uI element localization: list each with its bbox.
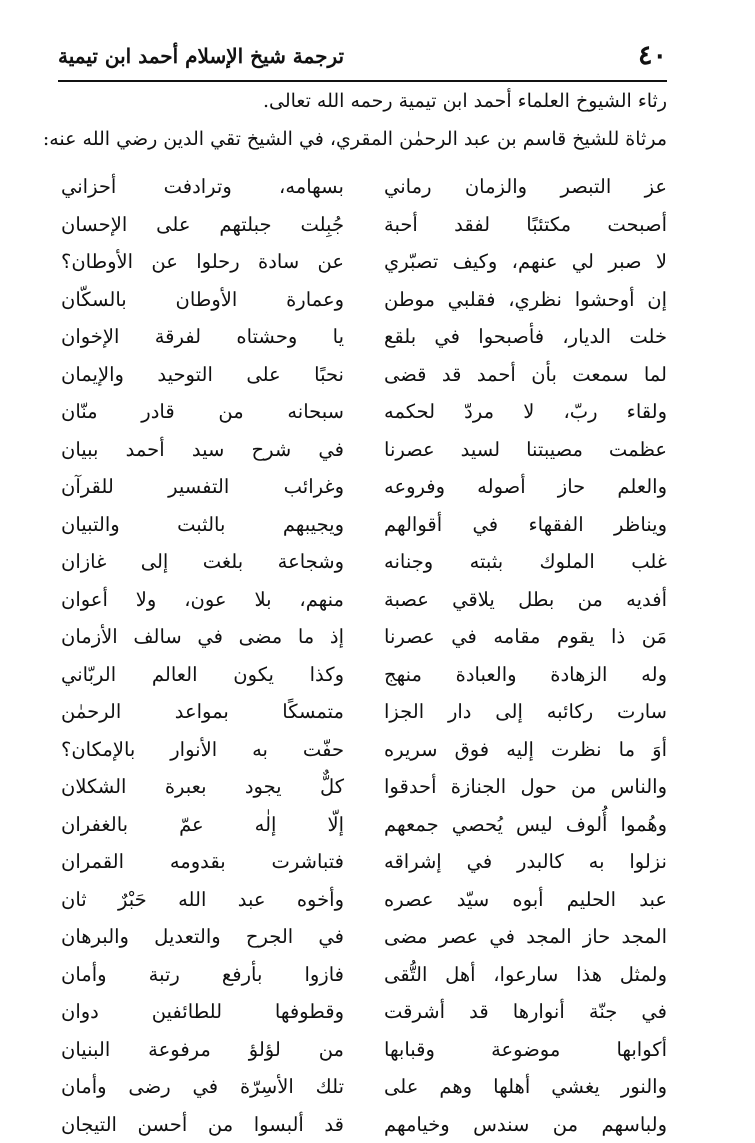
verse-line — [61, 918, 667, 956]
intro-heading: رثاء الشيوخ العلماء أحمد ابن تيمية رحمه الله تعالى. — [58, 90, 667, 112]
second-hemistich: فازوا بأرفع رتبة وأمان — [61, 956, 344, 993]
second-hemistich: بسهامه، وترادفت أحزاني — [61, 168, 344, 205]
verse-line — [61, 806, 667, 844]
second-hemistich: منهم، بلا عون، ولا أعوان — [61, 581, 344, 618]
verse-line — [61, 656, 667, 694]
first-hemistich: والنور يغشي أهلها وهم على — [384, 1068, 667, 1105]
first-hemistich: ولباسهم من سندس وخيامهم — [384, 1106, 667, 1143]
first-hemistich: وهُموا أُلوف ليس يُحصي جمعهم — [384, 806, 667, 843]
second-hemistich: سبحانه من قادر منّان — [61, 393, 344, 430]
running-title: ترجمة شيخ الإسلام أحمد ابن تيمية — [58, 44, 344, 68]
first-hemistich: مَن ذا يقوم مقامه في عصرنا — [384, 618, 667, 655]
first-hemistich: خلت الديار، فأصبحوا في بلقع — [384, 318, 667, 355]
first-hemistich: المجد حاز المجد في عصر مضى — [384, 918, 667, 955]
first-hemistich: أفديه من بطل يلاقي عصبة — [384, 581, 667, 618]
verse-line — [61, 618, 667, 656]
second-hemistich: وشجاعة بلغت إلى غازان — [61, 543, 344, 580]
second-hemistich: جُبِلت جبلتهم على الإحسان — [61, 206, 344, 243]
verse-line — [61, 956, 667, 994]
header-rule — [58, 80, 667, 82]
second-hemistich: كلٌّ يجود بعبرة الشكلان — [61, 768, 344, 805]
verse-line — [61, 731, 667, 769]
second-hemistich: في شرح سيد أحمد ببيان — [61, 431, 344, 468]
first-hemistich: لا صبر لي عنهم، وكيف تصبّري — [384, 243, 667, 280]
second-hemistich: متمسكًا بمواعد الرحمٰن — [61, 693, 344, 730]
second-hemistich: ويجيبهم بالثبت والتبيان — [61, 506, 344, 543]
first-hemistich: ولقاء ربّ، لا مردّ لحكمه — [384, 393, 667, 430]
verse-line — [61, 393, 667, 431]
first-hemistich: أصبحت مكتئبًا لفقد أحبة — [384, 206, 667, 243]
verse-line — [61, 993, 667, 1031]
second-hemistich: في الجرح والتعديل والبرهان — [61, 918, 344, 955]
verse-line — [61, 693, 667, 731]
second-hemistich: تلك الأسِرّة في رضى وأمان — [61, 1068, 344, 1105]
second-hemistich: يا وحشتاه لفرقة الإخوان — [61, 318, 344, 355]
verse-line — [61, 243, 667, 281]
verse-line — [61, 768, 667, 806]
first-hemistich: أكوابها موضوعة وقبابها — [384, 1031, 667, 1068]
second-hemistich: عن سادة رحلوا عن الأوطان؟ — [61, 243, 344, 280]
verse-line — [61, 506, 667, 544]
first-hemistich: أوَ ما نظرت إليه فوق سريره — [384, 731, 667, 768]
verse-line — [61, 431, 667, 469]
first-hemistich: والعلم حاز أصوله وفروعه — [384, 468, 667, 505]
second-hemistich: من لؤلؤ مرفوعة البنيان — [61, 1031, 344, 1068]
verse-line — [61, 168, 667, 206]
verse-line — [61, 543, 667, 581]
first-hemistich: ويناظر الفقهاء في أقوالهم — [384, 506, 667, 543]
first-hemistich: والناس من حول الجنازة أحدقوا — [384, 768, 667, 805]
second-hemistich: إذ ما مضى في سالف الأزمان — [61, 618, 344, 655]
page-number: ٤٠ — [638, 40, 667, 71]
first-hemistich: سارت ركائبه إلى دار الجزا — [384, 693, 667, 730]
first-hemistich: إن أوحشوا نظري، فقلبي موطن — [384, 281, 667, 318]
second-hemistich: وعمارة الأوطان بالسكّان — [61, 281, 344, 318]
first-hemistich: عظمت مصيبتنا لسيد عصرنا — [384, 431, 667, 468]
verse-line — [61, 356, 667, 394]
verse-line — [61, 318, 667, 356]
verse-line — [61, 843, 667, 881]
second-hemistich: نحبًا على التوحيد والإيمان — [61, 356, 344, 393]
first-hemistich: غلب الملوك بثبته وجنانه — [384, 543, 667, 580]
verse-line — [61, 1031, 667, 1069]
second-hemistich: وقطوفها للطائفين دوان — [61, 993, 344, 1030]
verse-line — [61, 281, 667, 319]
poem-verses — [61, 168, 667, 1143]
first-hemistich: لما سمعت بأن أحمد قد قضى — [384, 356, 667, 393]
verse-line — [61, 581, 667, 619]
first-hemistich: وله الزهادة والعبادة منهج — [384, 656, 667, 693]
first-hemistich: نزلوا به كالبدر في إشراقه — [384, 843, 667, 880]
second-hemistich: إلّا إلٰه عمّ بالغفران — [61, 806, 344, 843]
verse-line — [61, 1106, 667, 1143]
verse-line — [61, 1068, 667, 1106]
first-hemistich: في جنّة أنوارها قد أشرقت — [384, 993, 667, 1030]
second-hemistich: قد ألبسوا من أحسن التيجان — [61, 1106, 344, 1143]
first-hemistich: عز التبصر والزمان رماني — [384, 168, 667, 205]
second-hemistich: وأخوه عبد الله حَبْرٌ ثان — [61, 881, 344, 918]
verse-line — [61, 206, 667, 244]
intro-attribution: مرثاة للشيخ قاسم بن عبد الرحمٰن المقري، في الشيخ تقي الدين رضي الله عنه: — [58, 128, 667, 150]
verse-line — [61, 881, 667, 919]
verse-line — [61, 468, 667, 506]
second-hemistich: فتباشرت بقدومه القمران — [61, 843, 344, 880]
page-header — [58, 38, 667, 78]
first-hemistich: ولمثل هذا سارعوا، أهل التُّقى — [384, 956, 667, 993]
second-hemistich: حفّت به الأنوار بالإمكان؟ — [61, 731, 344, 768]
second-hemistich: وكذا يكون العالم الربّاني — [61, 656, 344, 693]
first-hemistich: عبد الحليم أبوه سيّد عصره — [384, 881, 667, 918]
second-hemistich: وغرائب التفسير للقرآن — [61, 468, 344, 505]
